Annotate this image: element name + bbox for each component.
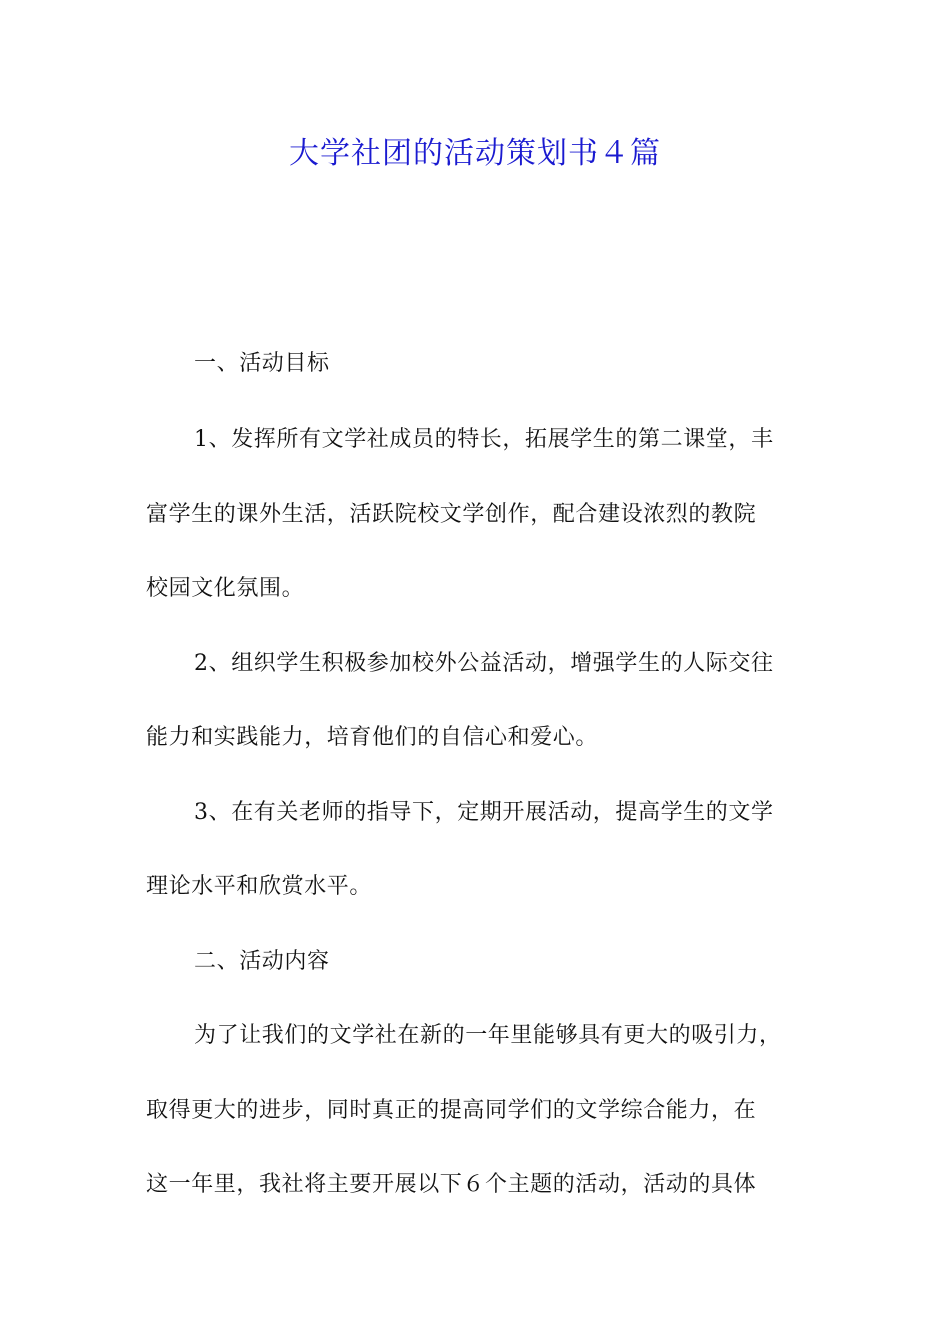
paragraph-line: 2、组织学生积极参加校外公益活动，增强学生的人际交往 [194, 651, 774, 676]
paragraph-line: 为了让我们的文学社在新的一年里能够具有更大的吸引力， [194, 1023, 782, 1048]
document-title: 大学社团的活动策划书４篇 [289, 136, 661, 171]
paragraph-line: 这一年里，我社将主要开展以下６个主题的活动，活动的具体 [146, 1172, 757, 1197]
paragraph-line: 1、发挥所有文学社成员的特长，拓展学生的第二课堂，丰 [194, 427, 774, 452]
paragraph-line: 3、在有关老师的指导下，定期开展活动，提高学生的文学 [194, 800, 774, 825]
paragraph-line: 校园文化氛围。 [146, 576, 305, 601]
section-heading-goals: 一、活动目标 [194, 351, 330, 376]
section-heading-content: 二、活动内容 [194, 949, 330, 974]
paragraph-line: 理论水平和欣赏水平。 [146, 874, 373, 899]
paragraph-line: 能力和实践能力，培育他们的自信心和爱心。 [146, 725, 599, 750]
paragraph-line: 富学生的课外生活，活跃院校文学创作，配合建设浓烈的教院 [146, 502, 757, 527]
paragraph-line: 取得更大的进步，同时真正的提高同学们的文学综合能力，在 [146, 1098, 757, 1123]
